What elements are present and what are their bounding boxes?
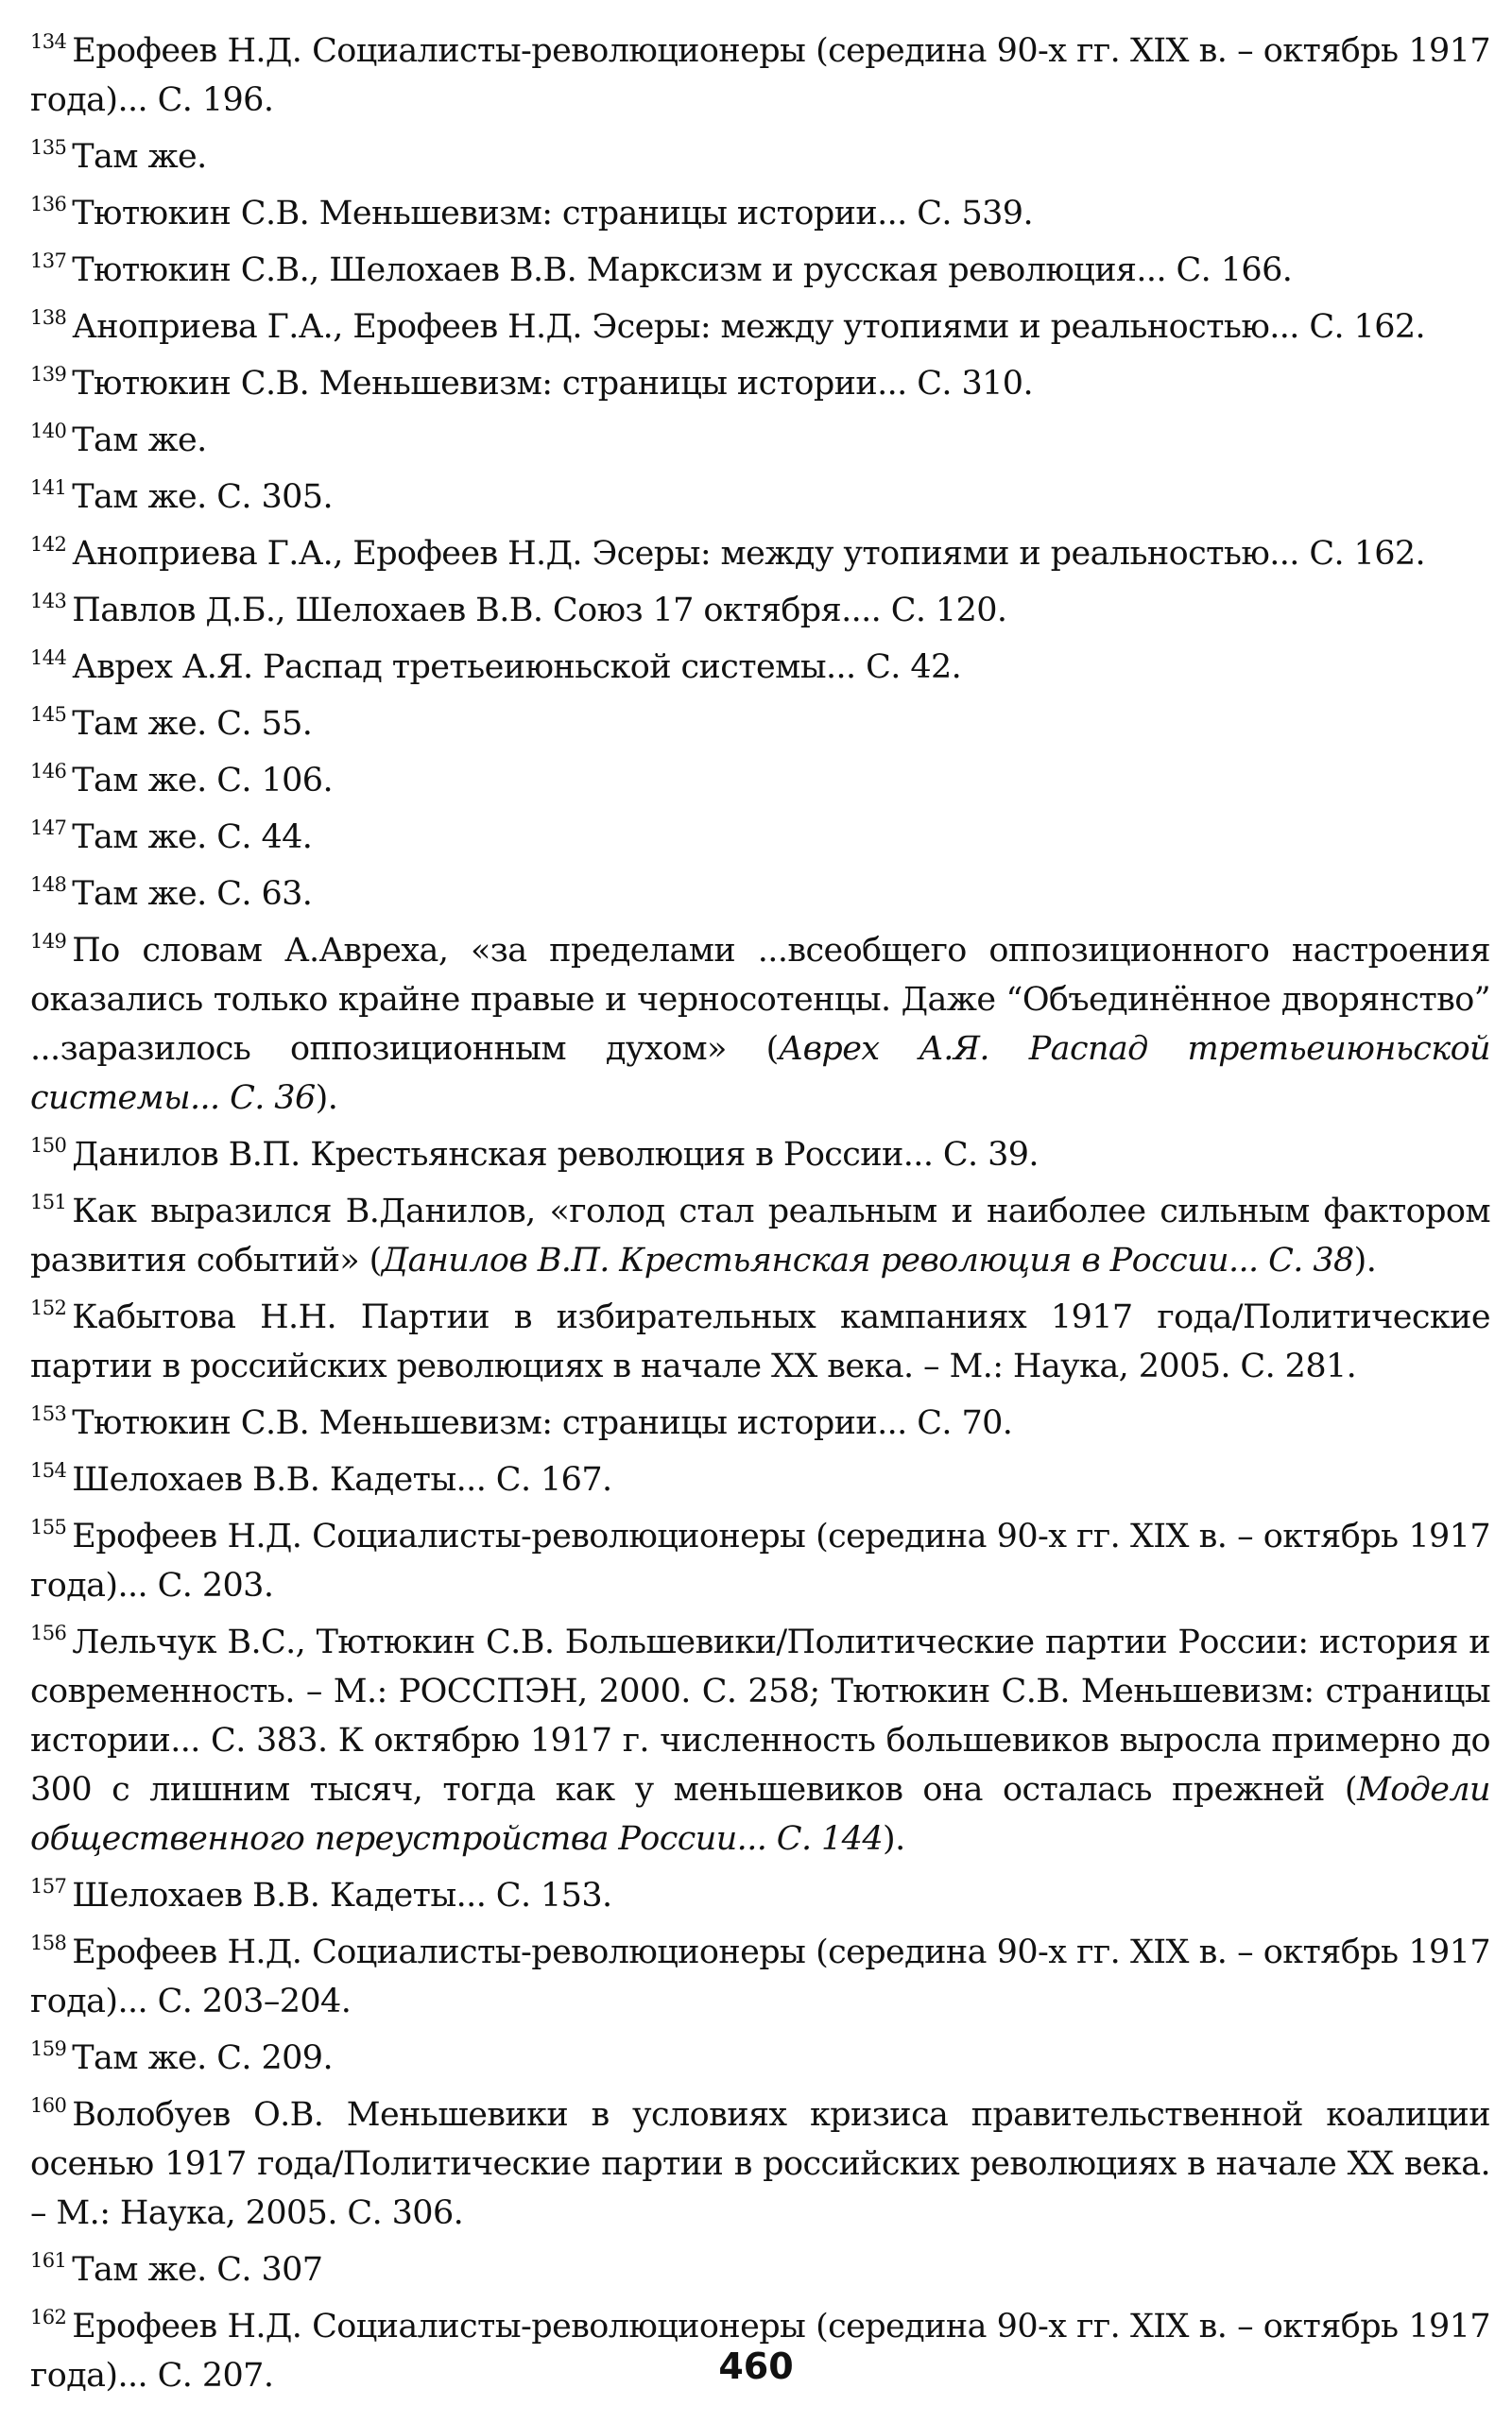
footnote-number: 152 bbox=[30, 1297, 67, 1319]
footnote-number: 145 bbox=[30, 703, 67, 726]
footnote-number: 138 bbox=[30, 306, 67, 329]
footnote-number: 143 bbox=[30, 590, 67, 612]
footnote-text: Тютюкин С.В. Меньшевизм: страницы истории... С. 70. bbox=[72, 1404, 1013, 1442]
footnote-text: Кабытова Н.Н. Партии в избирательных кампаниях 1917 года/Политические партии в российских революциях в начале XX века. – М.: Наука, 2005. С. 281. bbox=[30, 1298, 1490, 1385]
footnote-text: Как выразился В.Данилов, «голод стал реальным и наиболее сильным фактором развития событий» ( bbox=[30, 1193, 1490, 1280]
footnote bbox=[30, 416, 1490, 465]
page-number: 460 bbox=[718, 2346, 794, 2387]
footnote-text: Волобуев О.В. Меньшевики в условиях кризиса правительственной коалиции осенью 1917 года/Политические партии в российских революциях в начале XX века. – М.: Наука, 2005. С. 306. bbox=[30, 2096, 1490, 2232]
footnote-text: ). bbox=[1353, 1242, 1377, 1280]
footnote bbox=[30, 1928, 1490, 2026]
footnote bbox=[30, 246, 1490, 295]
footnote-text: Аврех А.Я. Распад третьеиюньской системы... С. 42. bbox=[72, 648, 962, 686]
footnote-citation-italic: Аврех А.Я. Распад третьеиюньской системы... С. 36 bbox=[30, 1030, 1490, 1117]
footnote-text: Шелохаев В.В. Кадеты... С. 153. bbox=[72, 1877, 612, 1915]
footnote-text: ). bbox=[883, 1820, 905, 1858]
footnote-text: ). bbox=[315, 1079, 338, 1117]
footnote-number: 140 bbox=[30, 420, 67, 442]
footnote-number: 158 bbox=[30, 1932, 67, 1954]
footnote bbox=[30, 1130, 1490, 1179]
footnote bbox=[30, 586, 1490, 635]
footnote-text: Там же. С. 307 bbox=[72, 2251, 323, 2289]
footnote bbox=[30, 813, 1490, 862]
footnote-text: Там же. С. 63. bbox=[72, 875, 313, 913]
footnote-text: Там же. С. 209. bbox=[72, 2039, 333, 2077]
footnote-text: Павлов Д.Б., Шелохаев В.В. Союз 17 октября.... С. 120. bbox=[72, 592, 1007, 629]
footnote-number: 148 bbox=[30, 873, 67, 896]
footnote bbox=[30, 1618, 1490, 1864]
footnote-text: Там же. С. 106. bbox=[72, 762, 333, 799]
footnote bbox=[30, 2245, 1490, 2294]
footnote bbox=[30, 2090, 1490, 2238]
footnote bbox=[30, 26, 1490, 125]
footnote-number: 153 bbox=[30, 1402, 67, 1425]
footnote-number: 151 bbox=[30, 1191, 67, 1213]
footnote-number: 134 bbox=[30, 30, 67, 53]
footnote-text: Данилов В.П. Крестьянская революция в России... С. 39. bbox=[72, 1136, 1039, 1174]
footnote-number: 149 bbox=[30, 930, 67, 953]
footnote-citation-italic: Данилов В.П. Крестьянская революция в России... С. 38 bbox=[381, 1242, 1354, 1280]
footnote bbox=[30, 1293, 1490, 1391]
footnote-number: 139 bbox=[30, 363, 67, 386]
footnote-text: Аноприева Г.А., Ерофеев Н.Д. Эсеры: между утопиями и реальностью... С. 162. bbox=[72, 308, 1426, 346]
footnote-number: 160 bbox=[30, 2094, 67, 2117]
footnote bbox=[30, 1871, 1490, 1920]
footnote-number: 136 bbox=[30, 193, 67, 215]
footnote bbox=[30, 1455, 1490, 1504]
footnote-text: Ерофеев Н.Д. Социалисты-революционеры (середина 90-х гг. XIX в. – октябрь 1917 года)... С. 203. bbox=[30, 1518, 1490, 1605]
footnote-text: Шелохаев В.В. Кадеты... С. 167. bbox=[72, 1461, 612, 1499]
footnote-number: 144 bbox=[30, 646, 67, 669]
footnote bbox=[30, 132, 1490, 181]
footnote-text: Ерофеев Н.Д. Социалисты-революционеры (середина 90-х гг. XIX в. – октябрь 1917 года)... С. 207. bbox=[30, 2308, 1490, 2395]
footnote bbox=[30, 1187, 1490, 1285]
footnote-number: 159 bbox=[30, 2037, 67, 2060]
footnote-number: 156 bbox=[30, 1622, 67, 1644]
footnote-number: 137 bbox=[30, 249, 67, 272]
footnote-text: Аноприева Г.А., Ерофеев Н.Д. Эсеры: между утопиями и реальностью... С. 162. bbox=[72, 535, 1426, 573]
footnote bbox=[30, 302, 1490, 352]
footnote-text: Там же. bbox=[72, 421, 207, 459]
footnote bbox=[30, 359, 1490, 408]
footnote-number: 155 bbox=[30, 1516, 67, 1538]
footnote-number: 157 bbox=[30, 1875, 67, 1898]
footnote bbox=[30, 643, 1490, 692]
footnote-citation-italic: Модели общественного переустройства России... С. 144 bbox=[30, 1771, 1490, 1858]
footnote bbox=[30, 1399, 1490, 1448]
footnote-number: 146 bbox=[30, 760, 67, 782]
footnote-number: 147 bbox=[30, 816, 67, 839]
footnote bbox=[30, 869, 1490, 919]
footnote bbox=[30, 699, 1490, 748]
footnote bbox=[30, 926, 1490, 1123]
footnote bbox=[30, 189, 1490, 238]
footnote-text: Ерофеев Н.Д. Социалисты-революционеры (середина 90-х гг. XIX в. – октябрь 1917 года)... С. 203–204. bbox=[30, 1933, 1490, 2020]
footnote-text: Там же. С. 305. bbox=[72, 478, 333, 516]
footnote-number: 142 bbox=[30, 533, 67, 556]
footnote-number: 154 bbox=[30, 1459, 67, 1482]
footnote-text: Там же. С. 44. bbox=[72, 818, 313, 856]
footnote-text: Тютюкин С.В., Шелохаев В.В. Марксизм и русская революция... С. 166. bbox=[72, 251, 1293, 289]
footnotes-list bbox=[30, 26, 1490, 2408]
footnote-number: 162 bbox=[30, 2306, 67, 2328]
footnote-text: Лельчук В.С., Тютюкин С.В. Большевики/Политические партии России: история и современность. – М.: РОССПЭН, 2000. С. 258; Тютюкин С.В. Меньшевизм: страницы истории... С. 383. К октябрю 1917 г. численность большевиков выросла примерно до 300 с лишним тысяч, тогда как у меньшевиков она осталась прежней ( bbox=[30, 1624, 1490, 1809]
footnote bbox=[30, 1512, 1490, 1610]
footnote bbox=[30, 529, 1490, 578]
footnote-text: Там же. С. 55. bbox=[72, 705, 313, 743]
footnote-number: 135 bbox=[30, 136, 67, 159]
footnote-text: Тютюкин С.В. Меньшевизм: страницы истории... С. 310. bbox=[72, 365, 1033, 403]
footnote-number: 150 bbox=[30, 1134, 67, 1157]
footnote-number: 141 bbox=[30, 476, 67, 499]
footnote-number: 161 bbox=[30, 2249, 67, 2272]
footnote-text: Там же. bbox=[72, 138, 207, 176]
footnote bbox=[30, 756, 1490, 805]
footnote bbox=[30, 473, 1490, 522]
footnote-text: По словам А.Авреха, «за пределами ...всеобщего оппозиционного настроения оказались только крайне правые и черносотенцы. Даже “Объединённое дворянство” ...заразилось оппозиционным духом» ( bbox=[30, 932, 1490, 1068]
footnote-text: Тютюкин С.В. Меньшевизм: страницы истории... С. 539. bbox=[72, 195, 1033, 232]
footnote bbox=[30, 2034, 1490, 2083]
footnote-text: Ерофеев Н.Д. Социалисты-революционеры (середина 90-х гг. XIX в. – октябрь 1917 года)... С. 196. bbox=[30, 32, 1490, 119]
